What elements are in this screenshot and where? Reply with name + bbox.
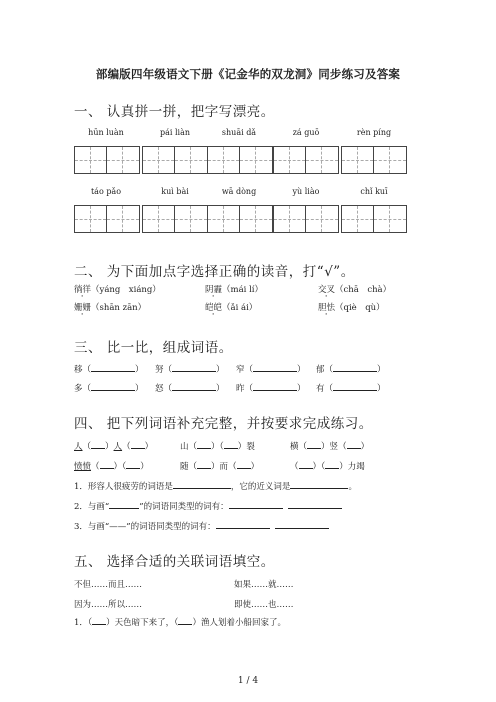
reading-item: 徜徉（yáng xiáng）	[74, 285, 161, 295]
compare-item: 昨（ ）	[236, 384, 306, 394]
writing-grid[interactable]	[341, 205, 407, 233]
compare-item: 怒（ ）	[155, 384, 225, 394]
compare-item: 努（ ）	[155, 365, 225, 375]
idiom-item: 山（ ）（ ）裂	[180, 442, 255, 452]
page-number: 1 / 4	[237, 676, 259, 686]
idiom-item: 人（ ）人（ ）	[74, 442, 154, 452]
section-2-heading: 二、 为下面加点字选择正确的读音，打“√”。	[74, 264, 355, 280]
idiom-item: 愤愤（ ）（ ）	[74, 462, 149, 472]
pinyin: yù liào	[292, 187, 320, 196]
section-1-heading: 一、 认真拼一拼，把字写漂亮。	[74, 104, 275, 120]
pinyin: rèn píng	[356, 128, 392, 137]
conjunction-pair: 不但……而且……	[74, 580, 143, 590]
writing-grid[interactable]	[273, 205, 339, 233]
writing-grid[interactable]	[74, 205, 140, 233]
writing-grid[interactable]	[207, 205, 273, 233]
pinyin: kuì bài	[161, 187, 189, 196]
writing-grid[interactable]	[74, 146, 140, 174]
pinyin: zá guō	[292, 128, 320, 137]
section-5-heading: 五、 选择合适的关联词语填空。	[74, 554, 275, 570]
writing-grid[interactable]	[207, 146, 273, 174]
compare-item: 窄（ ）	[236, 365, 306, 375]
fill-question: 1．（ ）天色暗下来了，（ ）渔人划着小船回家了。	[74, 618, 286, 628]
idiom-item: 随（ ）而（ ）	[180, 462, 260, 472]
compare-item: 移（ ）	[74, 365, 144, 375]
reading-item: 胆怯（qiè qù）	[318, 303, 385, 313]
conjunction-pair: 因为……所以……	[74, 600, 143, 610]
writing-grid[interactable]	[273, 146, 339, 174]
reading-item: 阴霾（mái lí）	[205, 285, 264, 295]
idiom-item: 横（ ）竖（ ）	[290, 442, 370, 452]
compare-item: 有（ ）	[316, 384, 386, 394]
conjunction-pair: 如果……就……	[234, 580, 294, 590]
page-title: 部编版四年级语文下册《记金华的双龙洞》同步练习及答案	[95, 67, 401, 81]
conjunction-pair: 即使……也……	[234, 600, 294, 610]
reading-item: 姗姗（shān zān）	[74, 303, 147, 313]
section-4-heading: 四、 把下列词语补充完整，并按要求完成练习。	[74, 416, 373, 432]
pinyin: wā dòng	[221, 187, 257, 196]
compare-item: 郁（ ）	[316, 365, 386, 375]
section-3-heading: 三、 比一比，组成词语。	[74, 340, 233, 356]
writing-grid[interactable]	[341, 146, 407, 174]
writing-grid[interactable]	[142, 146, 208, 174]
compare-item: 多（ ）	[74, 384, 144, 394]
pinyin: chǐ kuī	[360, 187, 388, 196]
reading-item: 交叉（chā chà）	[318, 285, 392, 295]
pinyin: shuāi dǎ	[221, 128, 257, 137]
idiom-item: （ ）（ ）力竭	[290, 462, 365, 472]
pinyin: táo pǎo	[90, 187, 122, 196]
writing-grid[interactable]	[142, 205, 208, 233]
reading-item: 皑皑（ǎi ái）	[205, 303, 258, 313]
question-2: 2．与画“ ”的词语同类型的词有：	[74, 500, 342, 512]
pinyin: hūn luàn	[88, 128, 124, 137]
question-3: 3．与画“——”的词语同类型的词有：	[74, 520, 329, 532]
question-1: 1．形容人很疲劳的词语是 ，它的近义词是 。	[74, 482, 357, 492]
pinyin: pái liàn	[159, 128, 191, 137]
